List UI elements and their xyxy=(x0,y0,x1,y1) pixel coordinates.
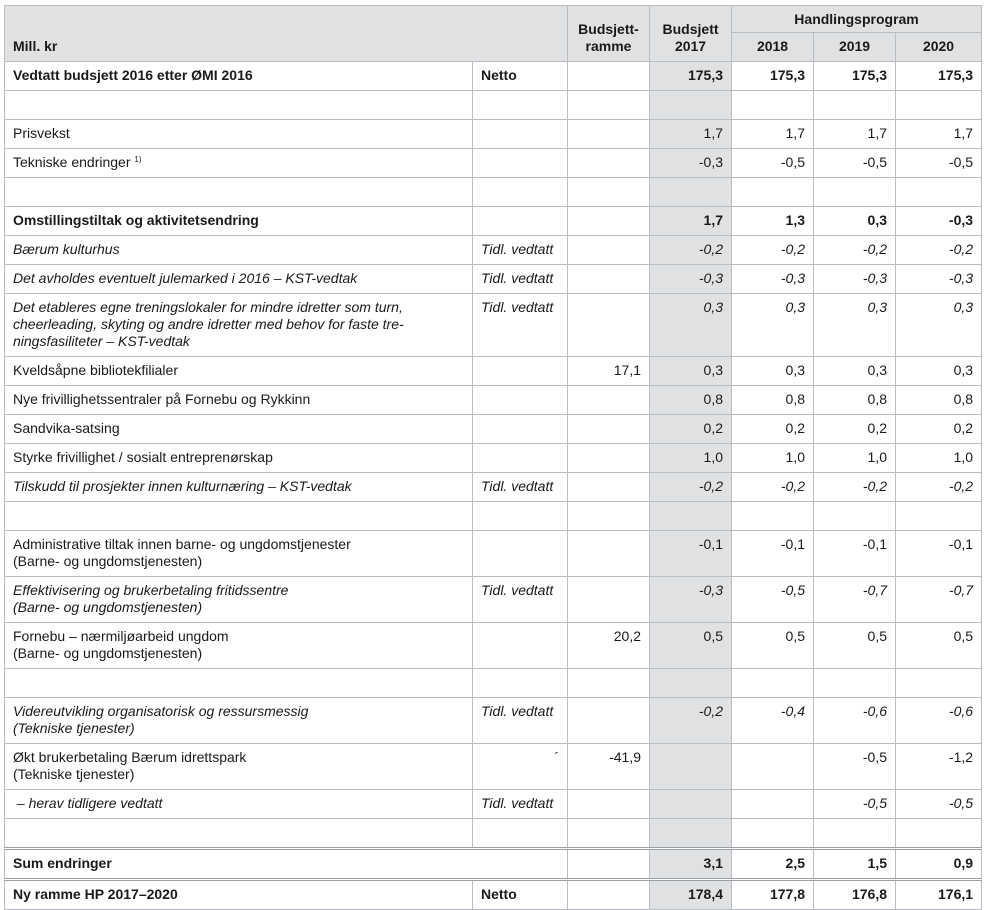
total-row xyxy=(5,880,982,910)
table-row xyxy=(5,265,982,294)
row-budsjett-2017: 3,1 xyxy=(650,849,732,880)
row-2018 xyxy=(732,819,814,849)
row-2018: 1,7 xyxy=(732,120,814,149)
row-2019: -0,5 xyxy=(814,149,896,178)
row-2019 xyxy=(814,178,896,207)
row-note xyxy=(473,149,568,178)
row-ramme xyxy=(568,91,650,120)
table-row xyxy=(5,178,982,207)
row-2018 xyxy=(732,502,814,531)
row-2019: 0,2 xyxy=(814,415,896,444)
row-note xyxy=(473,819,568,849)
row-2020: -0,2 xyxy=(896,236,982,265)
row-2019: -0,6 xyxy=(814,698,896,744)
table-row xyxy=(5,357,982,386)
row-2018: -0,5 xyxy=(732,577,814,623)
row-note: Netto xyxy=(473,880,568,910)
sum-row xyxy=(5,849,982,880)
handlingsprogram-header: Handlingsprogram xyxy=(732,6,982,33)
row-2019: 0,3 xyxy=(814,207,896,236)
row-2019 xyxy=(814,91,896,120)
row-note: Tidl. vedtatt xyxy=(473,236,568,265)
row-2018: -0,3 xyxy=(732,265,814,294)
row-text-line: (Tekniske tjenester) xyxy=(13,766,135,782)
row-2020: 175,3 xyxy=(896,62,982,91)
row-2020 xyxy=(896,669,982,698)
table-body xyxy=(5,62,982,910)
row-2020: 0,2 xyxy=(896,415,982,444)
row-ramme xyxy=(568,531,650,577)
row-budsjett-2017: -0,1 xyxy=(650,531,732,577)
table-row xyxy=(5,91,982,120)
table-row xyxy=(5,294,982,357)
row-2018: 175,3 xyxy=(732,62,814,91)
row-note xyxy=(473,444,568,473)
table-row xyxy=(5,502,982,531)
row-2018: -0,2 xyxy=(732,236,814,265)
row-ramme xyxy=(568,265,650,294)
row-2019: -0,3 xyxy=(814,265,896,294)
row-2018: 0,3 xyxy=(732,294,814,357)
year-header-2019: 2019 xyxy=(814,33,896,62)
row-2018: 1,0 xyxy=(732,444,814,473)
row-2018: -0,5 xyxy=(732,149,814,178)
row-ramme xyxy=(568,502,650,531)
row-2020: -0,1 xyxy=(896,531,982,577)
row-2020: 0,9 xyxy=(896,849,982,880)
row-text: Styrke frivillighet / sosialt entreprenørskap xyxy=(5,444,473,473)
row-text: Sandvika-satsing xyxy=(5,415,473,444)
row-budsjett-2017 xyxy=(650,669,732,698)
table-row xyxy=(5,819,982,849)
row-text-line: (Barne- og ungdomstjenesten) xyxy=(13,553,203,569)
row-budsjett-2017: 178,4 xyxy=(650,880,732,910)
row-note xyxy=(473,386,568,415)
row-2019: -0,5 xyxy=(814,790,896,819)
row-note xyxy=(473,623,568,669)
row-2020: -0,6 xyxy=(896,698,982,744)
row-note xyxy=(473,415,568,444)
row-text: Vedtatt budsjett 2016 etter ØMI 2016 xyxy=(5,62,473,91)
row-budsjett-2017: 175,3 xyxy=(650,62,732,91)
row-ramme xyxy=(568,444,650,473)
row-note xyxy=(473,91,568,120)
table-row xyxy=(5,207,982,236)
row-budsjett-2017: 0,3 xyxy=(650,357,732,386)
row-text: Det avholdes eventuelt julemarked i 2016 – KST-vedtak xyxy=(5,265,473,294)
table-row xyxy=(5,120,982,149)
row-ramme xyxy=(568,415,650,444)
row-note: Tidl. vedtatt xyxy=(473,577,568,623)
table-header xyxy=(5,6,982,62)
row-text xyxy=(5,744,473,790)
row-2019: 0,3 xyxy=(814,357,896,386)
row-text-line: cheerleading, skyting og andre idretter med behov for faste tre- xyxy=(13,316,404,332)
row-ramme xyxy=(568,880,650,910)
row-note xyxy=(473,669,568,698)
row-text xyxy=(5,149,473,178)
row-2018 xyxy=(732,178,814,207)
budget-table xyxy=(4,5,982,910)
row-2020: 176,1 xyxy=(896,880,982,910)
row-ramme xyxy=(568,207,650,236)
row-budsjett-2017: 0,3 xyxy=(650,294,732,357)
row-2018: 1,3 xyxy=(732,207,814,236)
row-ramme xyxy=(568,849,650,880)
row-budsjett-2017: -0,3 xyxy=(650,265,732,294)
row-budsjett-2017: 0,2 xyxy=(650,415,732,444)
row-note: Tidl. vedtatt xyxy=(473,294,568,357)
row-text-line: Fornebu – nærmiljøarbeid ungdom xyxy=(13,628,229,644)
row-2020: 0,3 xyxy=(896,294,982,357)
row-note: Tidl. vedtatt xyxy=(473,473,568,502)
row-ramme xyxy=(568,698,650,744)
row-2020: 1,7 xyxy=(896,120,982,149)
row-text-line: Det etableres egne treningslokaler for mindre idretter som turn, xyxy=(13,299,403,315)
row-2019: 176,8 xyxy=(814,880,896,910)
row-note: Netto xyxy=(473,62,568,91)
row-text xyxy=(5,294,473,357)
budsjett-2017-header: Budsjett 2017 xyxy=(650,6,732,62)
row-note xyxy=(473,178,568,207)
row-text: Prisvekst xyxy=(5,120,473,149)
row-text: Omstillingstiltak og aktivitetsendring xyxy=(5,207,473,236)
row-2018: -0,4 xyxy=(732,698,814,744)
row-text-line: Videreutvikling organisatorisk og ressursmessig xyxy=(13,703,309,719)
row-text xyxy=(5,577,473,623)
row-note xyxy=(473,120,568,149)
row-note: Tidl. vedtatt xyxy=(473,265,568,294)
row-note xyxy=(473,357,568,386)
row-2020 xyxy=(896,178,982,207)
row-text xyxy=(5,531,473,577)
row-ramme xyxy=(568,790,650,819)
row-2020: 0,3 xyxy=(896,357,982,386)
row-ramme: 17,1 xyxy=(568,357,650,386)
row-2020: 0,5 xyxy=(896,623,982,669)
row-ramme xyxy=(568,236,650,265)
row-text xyxy=(5,669,473,698)
row-2019: 1,0 xyxy=(814,444,896,473)
footnote-marker: 1) xyxy=(134,155,142,164)
table-row xyxy=(5,577,982,623)
row-text xyxy=(5,91,473,120)
table-row xyxy=(5,744,982,790)
row-text: Bærum kulturhus xyxy=(5,236,473,265)
table-row xyxy=(5,444,982,473)
row-2020: -0,7 xyxy=(896,577,982,623)
row-2018: 0,5 xyxy=(732,623,814,669)
row-2020: -0,2 xyxy=(896,473,982,502)
row-budsjett-2017 xyxy=(650,819,732,849)
row-text: Sum endringer xyxy=(5,849,568,880)
row-budsjett-2017: 0,8 xyxy=(650,386,732,415)
row-2019: 0,8 xyxy=(814,386,896,415)
row-text-line: Effektivisering og brukerbetaling fritidssentre xyxy=(13,582,289,598)
row-note xyxy=(473,502,568,531)
row-2018 xyxy=(732,790,814,819)
row-budsjett-2017 xyxy=(650,91,732,120)
table-row xyxy=(5,698,982,744)
row-ramme: -41,9 xyxy=(568,744,650,790)
row-2019: 175,3 xyxy=(814,62,896,91)
row-note: ´ xyxy=(473,744,568,790)
row-ramme xyxy=(568,120,650,149)
row-text-line: (Tekniske tjenester) xyxy=(13,720,135,736)
row-2019: -0,2 xyxy=(814,473,896,502)
row-2018: 0,2 xyxy=(732,415,814,444)
row-note: Tidl. vedtatt xyxy=(473,698,568,744)
row-2020: -0,3 xyxy=(896,265,982,294)
row-text: Ny ramme HP 2017–2020 xyxy=(5,880,473,910)
row-2018 xyxy=(732,669,814,698)
row-budsjett-2017: -0,3 xyxy=(650,149,732,178)
row-ramme xyxy=(568,669,650,698)
row-2018: -0,2 xyxy=(732,473,814,502)
row-2020 xyxy=(896,819,982,849)
row-text xyxy=(5,502,473,531)
year-header-2018: 2018 xyxy=(732,33,814,62)
row-2019: -0,7 xyxy=(814,577,896,623)
row-note xyxy=(473,531,568,577)
year-header-2020: 2020 xyxy=(896,33,982,62)
row-text-line: (Barne- og ungdomstjenesten) xyxy=(13,645,203,661)
row-ramme xyxy=(568,62,650,91)
row-text xyxy=(5,819,473,849)
table-row xyxy=(5,236,982,265)
row-2020: 1,0 xyxy=(896,444,982,473)
row-ramme xyxy=(568,819,650,849)
row-2020 xyxy=(896,502,982,531)
row-budsjett-2017: 1,7 xyxy=(650,207,732,236)
row-2019: 1,7 xyxy=(814,120,896,149)
table-row xyxy=(5,473,982,502)
row-ramme xyxy=(568,577,650,623)
row-2019: -0,1 xyxy=(814,531,896,577)
row-2020: 0,8 xyxy=(896,386,982,415)
table-row xyxy=(5,531,982,577)
row-2018: -0,1 xyxy=(732,531,814,577)
row-text: – herav tidligere vedtatt xyxy=(5,790,473,819)
row-2019 xyxy=(814,502,896,531)
table-row xyxy=(5,386,982,415)
row-text-line: ningsfasiliteter – KST-vedtak xyxy=(13,333,190,349)
table-row xyxy=(5,415,982,444)
row-text: Nye frivillighetssentraler på Fornebu og Rykkinn xyxy=(5,386,473,415)
row-text-main: Tekniske endringer xyxy=(13,154,131,170)
ramme-header: Budsjett- ramme xyxy=(568,6,650,62)
row-2019: -0,2 xyxy=(814,236,896,265)
row-ramme: 20,2 xyxy=(568,623,650,669)
row-ramme xyxy=(568,178,650,207)
table-row xyxy=(5,669,982,698)
row-budsjett-2017: 1,0 xyxy=(650,444,732,473)
row-2018: 0,3 xyxy=(732,357,814,386)
row-text-line: (Barne- og ungdomstjenesten) xyxy=(13,599,203,615)
row-note xyxy=(473,207,568,236)
row-budsjett-2017: 1,7 xyxy=(650,120,732,149)
row-text: Kveldsåpne bibliotekfilialer xyxy=(5,357,473,386)
row-2019: 1,5 xyxy=(814,849,896,880)
row-2020: -0,5 xyxy=(896,790,982,819)
row-ramme xyxy=(568,149,650,178)
row-2020 xyxy=(896,91,982,120)
row-2018: 2,5 xyxy=(732,849,814,880)
row-text xyxy=(5,698,473,744)
row-2019 xyxy=(814,819,896,849)
row-budsjett-2017: -0,2 xyxy=(650,473,732,502)
row-ramme xyxy=(568,294,650,357)
row-text-line: Administrative tiltak innen barne- og ungdomstjenester xyxy=(13,536,351,552)
row-text xyxy=(5,623,473,669)
unit-header: Mill. kr xyxy=(5,6,568,62)
row-text-line: Økt brukerbetaling Bærum idrettspark xyxy=(13,749,247,765)
row-2019: 0,5 xyxy=(814,623,896,669)
row-2019: -0,5 xyxy=(814,744,896,790)
row-budsjett-2017: -0,2 xyxy=(650,698,732,744)
table-row xyxy=(5,62,982,91)
row-2019: 0,3 xyxy=(814,294,896,357)
table-row xyxy=(5,149,982,178)
row-budsjett-2017: 0,5 xyxy=(650,623,732,669)
row-note: Tidl. vedtatt xyxy=(473,790,568,819)
row-2018 xyxy=(732,91,814,120)
row-budsjett-2017 xyxy=(650,178,732,207)
row-2020: -1,2 xyxy=(896,744,982,790)
row-budsjett-2017: -0,3 xyxy=(650,577,732,623)
row-2020: -0,3 xyxy=(896,207,982,236)
budget-table-container xyxy=(4,5,982,910)
row-2019 xyxy=(814,669,896,698)
row-budsjett-2017: -0,2 xyxy=(650,236,732,265)
row-text: Tilskudd til prosjekter innen kulturnæring – KST-vedtak xyxy=(5,473,473,502)
row-budsjett-2017 xyxy=(650,502,732,531)
row-ramme xyxy=(568,386,650,415)
table-row xyxy=(5,623,982,669)
row-budsjett-2017 xyxy=(650,744,732,790)
row-2018: 177,8 xyxy=(732,880,814,910)
row-2020: -0,5 xyxy=(896,149,982,178)
row-ramme xyxy=(568,473,650,502)
row-text xyxy=(5,178,473,207)
row-2018 xyxy=(732,744,814,790)
table-row xyxy=(5,790,982,819)
row-2018: 0,8 xyxy=(732,386,814,415)
row-budsjett-2017 xyxy=(650,790,732,819)
